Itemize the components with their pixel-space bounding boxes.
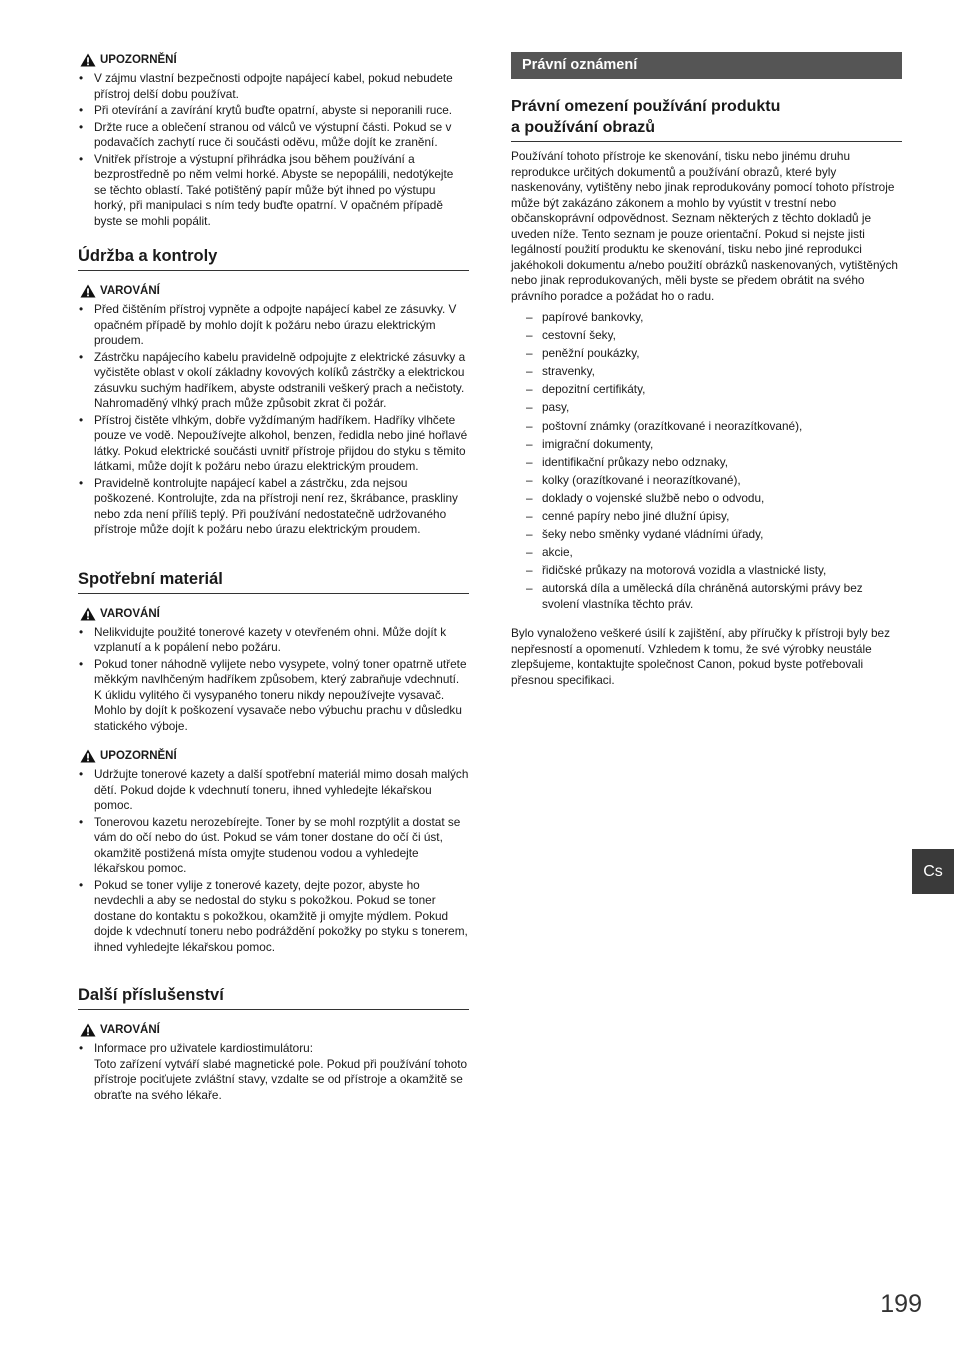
warning-heading <box>80 283 469 299</box>
warning-triangle-icon <box>80 53 96 67</box>
list-item: – kolky (orazítkované i neorazítkované), <box>511 473 902 489</box>
list-item: • Vnitřek přístroje a výstupní přihrádka jsou během používání a bezprostředně po něm velmi horké. Abyste se nepopálili, nedotýkejte se těchto oblastí. Také potištěný papír může být ihned po výstupu horký, při manipulaci s ním tedy buďte opatrní. V opačném případě byste se mohli popálit. <box>78 152 469 230</box>
warning-triangle-icon <box>80 607 96 621</box>
list-item: – akcie, <box>511 545 902 561</box>
legal-intro: Používání tohoto přístroje ke skenování, tisku nebo jinému druhu reprodukce určitých dokumentů a používání obrazů, které byly naskenovány, vytištěny nebo jinak reprodukovány pomocí tohoto přístroje může být zakázáno zákonem a mohlo by vyústit v trestní nebo občanskoprávní odpovědnost. Seznam některých z těchto dokladů je uveden níže. Tento seznam je pouze orientační. Pokud si nejste jisti legálností použití produktu ke skenování, tisku nebo jiné reprodukci jakéhokoli dokumentu a/nebo použití obrázků naskenovaných, vytištěných nebo jinak reprodukovaných, měli byste se předem obrátit na svého právního poradce a požádat ho o radu. <box>511 149 898 303</box>
accessories-list <box>78 1041 469 1103</box>
warning-triangle-icon <box>80 1023 96 1037</box>
left-column <box>78 52 469 1104</box>
list-item: – imigrační dokumenty, <box>511 437 902 453</box>
legal-subtitle-line2: a používání obrazů <box>511 119 656 136</box>
list-item: – autorská díla a umělecká díla chráněná autorskými právy bez svolení vlastníka těchto práv. <box>511 581 902 612</box>
list-item: • Udržujte tonerové kazety a další spotřební materiál mimo dosah malých dětí. Pokud dojde k vdechnutí toneru, ihned vyhledejte lékařskou pomoc. <box>78 767 469 814</box>
list-item: – papírové bankovky, <box>511 310 902 326</box>
list-item: – šeky nebo směnky vydané vládními úřady, <box>511 527 902 543</box>
list-item: – cenné papíry nebo jiné dlužní úpisy, <box>511 509 902 525</box>
warning-heading <box>80 606 469 622</box>
caution-heading <box>80 52 469 68</box>
list-item: – depozitní certifikáty, <box>511 382 902 398</box>
section-title-consumables: Spotřební materiál <box>78 569 469 594</box>
caution-label: UPOZORNĚNÍ <box>100 54 177 66</box>
warning-label: VAROVÁNÍ <box>100 285 160 297</box>
list-item: – identifikační průkazy nebo odznaky, <box>511 455 902 471</box>
list-item: – poštovní známky (orazítkované i neorazítkované), <box>511 419 902 435</box>
section-title-maintenance: Údržba a kontroly <box>78 246 469 271</box>
list-item <box>78 1041 469 1103</box>
consumables-warning-list <box>78 625 469 735</box>
legal-subtitle <box>511 96 902 142</box>
list-item: • Pravidelně kontrolujte napájecí kabel a zástrčku, zda nejsou poškozené. Kontrolujte, zda na přístroji není rez, škrábance, praskliny nebo zda není příliš teplý. Při používání nedostatečně udržovaného přístroje může dojít k požáru nebo úrazu elektrickým proudem. <box>78 476 469 538</box>
list-item: • Při otevírání a zavírání krytů buďte opatrní, abyste si neporanili ruce. <box>78 103 469 119</box>
list-item: • V zájmu vlastní bezpečnosti odpojte napájecí kabel, pokud nebudete přístroj delší dobu používat. <box>78 71 469 102</box>
warning-triangle-icon <box>80 749 96 763</box>
warning-heading <box>80 1022 469 1038</box>
legal-notice-banner: Právní oznámení <box>511 52 902 79</box>
maintenance-list <box>78 302 469 538</box>
warning-label: VAROVÁNÍ <box>100 1024 160 1036</box>
list-item: • Zástrčku napájecího kabelu pravidelně odpojujte z elektrické zásuvky a vyčistěte oblast v okolí základny kovových kolíků zástrčky a elektrickou zásuvku suchým hadříkem, abyste odstranili veškerý prach a nečistoty. Nahromaděný vlhký prach může způsobit zkrat či požár. <box>78 350 469 412</box>
list-item: • Pokud se toner vylije z tonerové kazety, dejte pozor, abyste ho nevdechli a aby se nedostal do styku s pokožkou. Pokud se toner dostane do kontaktu s pokožkou, okamžitě ji omyjte mýdlem. Pokud dojde k vdechnutí toneru nebo podráždění pokožky po styku s tonerem, ihned vyhledejte lékařskou pomoc. <box>78 878 469 956</box>
legal-closing: Bylo vynaloženo veškeré úsilí k zajištění, aby příručky k přístroji byly bez nepřesností a opomenutí. Vzhledem k tomu, že své výrobky neustále zlepšujeme, kontaktujte společnost Canon, pokud byste potřebovali přesnou specifikaci. <box>511 626 890 687</box>
list-item: – cestovní šeky, <box>511 328 902 344</box>
legal-subtitle-line1: Právní omezení používání produktu <box>511 98 781 115</box>
pacemaker-text: Toto zařízení vytváří slabé magnetické pole. Pokud při používání tohoto přístroje pociťujete zvláštní stavy, vzdalte se od přístroje a okamžitě se obraťte na svého lékaře. <box>94 1056 468 1102</box>
pacemaker-heading: • Informace pro uživatele kardiostimulátoru: <box>94 1041 313 1055</box>
list-item: • Držte ruce a oblečení stranou od válců ve výstupní části. Pokud se v podavačích zachytí ruce či součásti oděvu, může dojít ke zranění. <box>78 120 469 151</box>
consumables-caution-list <box>78 767 469 955</box>
language-tab: Cs <box>912 849 954 894</box>
section-title-accessories: Další příslušenství <box>78 985 469 1010</box>
caution-heading <box>80 748 469 764</box>
list-item: • Nelikvidujte použité tonerové kazety v otevřeném ohni. Může dojít k vzplanutí a k popálení nebo požáru. <box>78 625 469 656</box>
list-item: • Pokud toner náhodně vylijete nebo vysypete, volný toner opatrně utřete měkkým navlhčeným hadříkem způsobem, který zabraňuje vdechnutí. K úklidu vylitého či vysypaného toneru nikdy nepoužívejte vysavač. Mohlo by dojít k poškození vysavače nebo výbuchu prachu v důsledku statického výboje. <box>78 657 469 735</box>
warning-label: VAROVÁNÍ <box>100 607 160 620</box>
caution-label: UPOZORNĚNÍ <box>100 750 177 762</box>
list-item: – stravenky, <box>511 364 902 380</box>
list-item: – doklady o vojenské službě nebo o odvodu, <box>511 491 902 507</box>
restricted-documents-list <box>511 310 902 612</box>
list-item: • Přístroj čistěte vlhkým, dobře vyždímaným hadříkem. Hadříky vlhčete pouze ve vodě. Nepoužívejte alkohol, benzen, ředidla nebo jiné hořlavé látky. Pokud elektrické součásti uvnitř přístroje přijdou do styku s těmito látkami, může dojít k požáru nebo úrazu elektrickým proudem. <box>78 413 469 475</box>
page-number: 199 <box>880 1290 922 1318</box>
list-item: • Tonerovou kazetu nerozebírejte. Toner by se mohl rozptýlit a dostat se vám do očí nebo do úst. Pokud se vám toner dostane do očí či úst, okamžitě postižená místa omyjte studenou vodou a vyhledejte lékařskou pomoc. <box>78 815 469 877</box>
list-item: – řidičské průkazy na motorová vozidla a vlastnické listy, <box>511 563 902 579</box>
caution-list <box>78 71 469 229</box>
list-item: – peněžní poukázky, <box>511 346 902 362</box>
list-item: • Před čištěním přístroj vypněte a odpojte napájecí kabel ze zásuvky. V opačném případě by mohlo dojít k požáru nebo úrazu elektrickým proudem. <box>78 302 469 349</box>
warning-triangle-icon <box>80 284 96 298</box>
list-item: – pasy, <box>511 400 902 416</box>
right-column <box>511 52 902 688</box>
